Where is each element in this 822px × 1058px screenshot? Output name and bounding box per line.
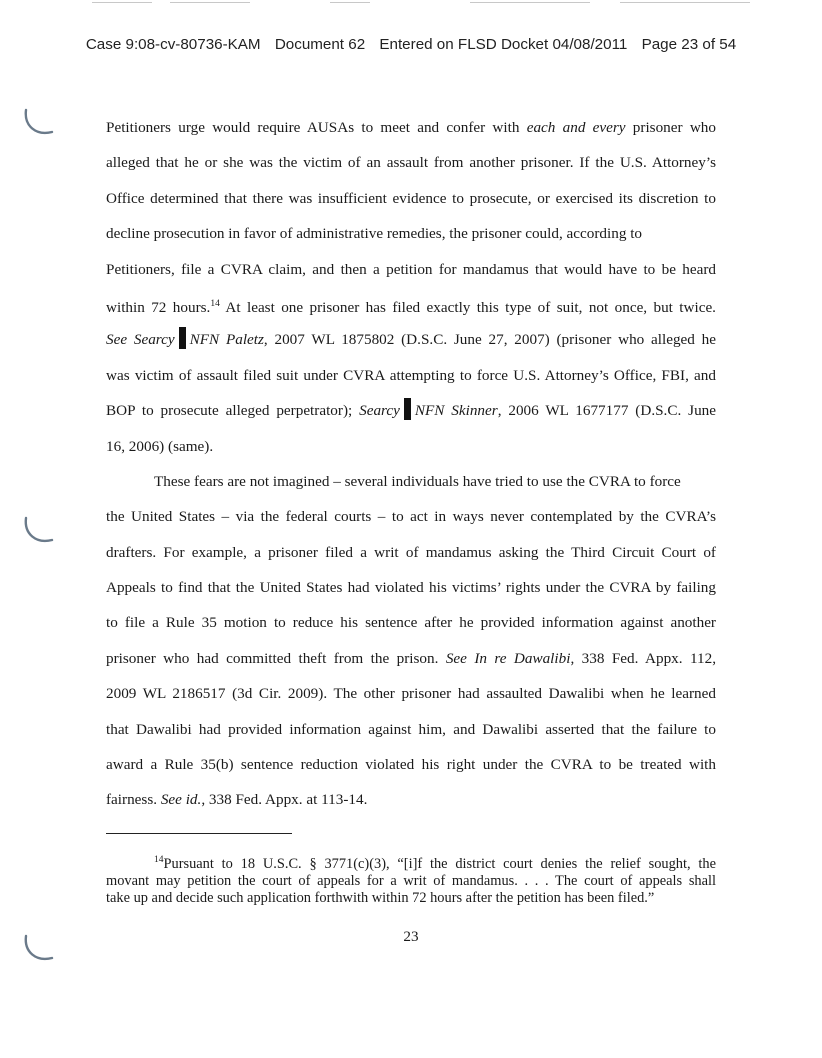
page-number: 23	[403, 928, 419, 945]
paragraph-2	[106, 464, 716, 818]
text-line: 2009 WL 2186517 (3d Cir. 2009). The other prisoner had assaulted Dawalibi when he learned	[106, 685, 716, 703]
citation-text: NFN Skinner	[414, 402, 498, 420]
docket-header	[0, 36, 822, 53]
text-line: Office determined that there was insufficient evidence to prosecute, or exercised its discretion to	[106, 189, 716, 207]
text-run: , 338 Fed. Appx. 112,	[570, 649, 716, 667]
citation-text: NFN Paletz	[189, 331, 264, 349]
text-run: fairness.	[106, 791, 161, 809]
text-line: to file a Rule 35 motion to reduce his sentence after he provided information against another	[106, 614, 716, 632]
text-line: 16, 2006) (same).	[106, 437, 214, 455]
punch-hole-mark-middle	[22, 512, 56, 546]
scan-line	[330, 2, 370, 3]
text-line: decline prosecution in favor of administrative remedies, the prisoner could, according to	[106, 225, 643, 243]
redaction-mark	[404, 398, 411, 420]
text-line	[106, 641, 716, 676]
header-entered-date: Entered on FLSD Docket 04/08/2011	[379, 36, 628, 53]
emphasis-text: each and every	[526, 119, 626, 136]
text-run: At least one prisoner has filed exactly this type of suit, not once, but twice.	[219, 298, 716, 316]
text-line	[106, 393, 716, 428]
text-line	[106, 287, 716, 322]
redaction-mark	[179, 327, 186, 349]
header-document-number: Document 62	[274, 36, 366, 53]
paragraph-1	[106, 110, 716, 464]
footnote-line: take up and decide such application forthwith within 72 hours after the petition has been filed.”	[106, 890, 655, 906]
footnote-separator	[106, 833, 292, 834]
text-run: Petitioners urge would require AUSAs to meet and confer with	[106, 119, 527, 136]
scan-artifacts	[0, 0, 822, 8]
text-run: prisoner who had committed theft from the prison.	[106, 649, 446, 667]
text-run: , 2007 WL 1875802 (D.S.C. June 27, 2007) (prisoner who alleged he	[263, 331, 717, 349]
text-run: prisoner who	[625, 119, 716, 136]
text-line: alleged that he or she was the victim of an assault from another prisoner. If the U.S. Attorney’s	[106, 154, 716, 172]
footnote-reference: 14	[210, 298, 220, 309]
citation-text: See Searcy	[106, 331, 175, 349]
citation-text: See id.	[160, 791, 202, 809]
text-line: award a Rule 35(b) sentence reduction violated his right under the CVRA to be treated with	[106, 756, 716, 774]
citation-text: Searcy	[359, 402, 400, 420]
text-line: the United States – via the federal courts – to act in ways never contemplated by the CVRA’s	[106, 508, 716, 526]
text-run: within 72 hours.	[106, 298, 211, 316]
scan-line	[92, 2, 152, 3]
text-line	[106, 782, 716, 817]
footnote-marker: 14	[154, 855, 164, 865]
text-run: , 338 Fed. Appx. at 113-14.	[201, 791, 368, 809]
text-line	[106, 110, 716, 145]
header-page-count: Page 23 of 54	[641, 36, 737, 53]
text-line: was victim of assault filed suit under CVRA attempting to force U.S. Attorney’s Office, FBI, and	[106, 366, 716, 384]
text-line: Appeals to find that the United States had violated his victims’ rights under the CVRA by failing	[106, 579, 716, 597]
header-case-number: Case 9:08-cv-80736-KAM	[85, 36, 261, 53]
scan-line	[170, 2, 250, 3]
text-run: , 2006 WL 1677177 (D.S.C. June	[497, 402, 716, 420]
text-run: BOP to prosecute alleged perpetrator);	[106, 402, 360, 420]
text-line: Petitioners, file a CVRA claim, and then a petition for mandamus that would have to be heard	[106, 260, 716, 278]
citation-text: See In re Dawalibi	[445, 649, 571, 667]
footnote-14	[106, 852, 716, 907]
body-text	[106, 110, 716, 818]
scan-line	[620, 2, 750, 3]
text-run: Pursuant to 18 U.S.C. § 3771(c)(3), “[i]f the district court denies the relief sought, the	[163, 856, 716, 872]
footnote-line	[106, 852, 716, 873]
text-line: that Dawalibi had provided information against him, and Dawalibi asserted that the failure to	[106, 720, 716, 738]
text-line: These fears are not imagined – several individuals have tried to use the CVRA to force	[154, 472, 681, 490]
text-line: drafters. For example, a prisoner filed a writ of mandamus asking the Third Circuit Court of	[106, 543, 716, 561]
footnote-line: movant may petition the court of appeals for a writ of mandamus. . . . The court of appeals shall	[106, 873, 716, 889]
scan-line	[470, 2, 590, 3]
text-line	[106, 322, 716, 357]
punch-hole-mark-top	[22, 104, 56, 138]
